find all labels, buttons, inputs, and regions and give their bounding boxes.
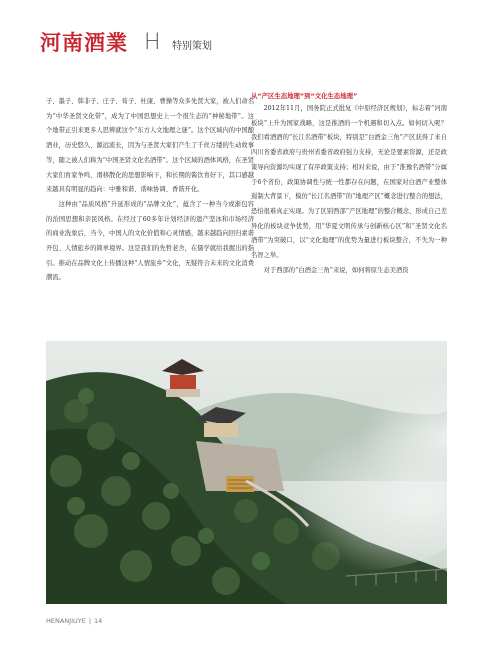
section-subheading: 从“产区生态地理”到“文化生态地理” [251,92,358,100]
right-paragraph-2: 对于西部的“白酒金三角”来说，如何将原生态美酒资 [263,266,409,274]
left-column [46,95,254,286]
footer-separator: | [88,617,92,625]
section-tag: 特别策划 [172,41,212,52]
page-number: 14 [94,617,103,625]
mountain-pavilion-photo [46,341,447,604]
photo-illustration [46,341,447,604]
footer-magazine-name: HENANJIUYE [46,617,86,625]
left-paragraph-1: 子、墨子、韩非子、庄子、荀子、杜康、曹操等众多先贤大家，被人们命名为“中华圣贤文化带”，成为了中国思想史上一个很生态的“神秘地带”。这个地带正引来更多人思辨就这个“东方人文地理之谜”。这个区域内的中国酿酒业，历史悠久、源远流长，因为与圣贤大家们产生了千丝万缕的生动故事等，随之被人们称为“中国圣贤文化名酒带”。这个区域的酒体风格，在圣贤大家们育家争鸣、滑移散化的思想影响下，和长期的酱饮育好下，其口感越来越具有明显的趋向：中雅和谐、谐味协调、香谐开化。 [46,98,254,194]
magazine-brand: 河南酒業 [40,30,128,55]
left-paragraph-2: 这种由“品质风格”升延形成的“品牌文化”，蕴含了一种当今或渐包容的治国思想和亲民风格。在经过了60多年计划经济的遗产坚冰和市场经济的商业洗象后，当今，中国人的文化价值和心灵情感，越来越趋向回归素谐开包、人情旅乡的简单境界。这是我们的先哲老舍，在儒学就给我握出的指引。推动在品牌文化上传播这种“人情旅乡”文化，无疑符合未来的文化消费潮流。 [46,200,254,282]
header-divider-letter: H [144,30,161,55]
page-header [40,30,240,56]
right-column [251,102,447,278]
page-footer [46,617,102,625]
right-paragraph-1: 2012年11月，国务院正式批复《中原经济区规划》，标志着“河南板块”上升为国家战略，这是推酒的一个机遇和切入点。如何切入呢？我们看酒酒的“长江名酒带”板块，特别是“白酒金三角”产区获得了来自四川省委省政府与贵州省委省政府强力支持，无论是要素资源，还是政策导向资源均实现了有序政策支持；相对来说，由于“淮豫名酒带”分属于6个省份，政策协调性与统一性都存在问题，在国家对白酒产业整体遏制大背景下，模仿“长江名酒带”的“地理产区”概念进行整合的想法，恐怕很难真正实现。为了区别西部“产区地理”的整合概念，形成自己差异化的板块竞争优势，用“华夏文明传承与创新核心区”和“圣贤文化名酒带”为突破口，以“文化地理”的优势为量进行板块整合，不失为一种名智之举。 [251,105,447,260]
